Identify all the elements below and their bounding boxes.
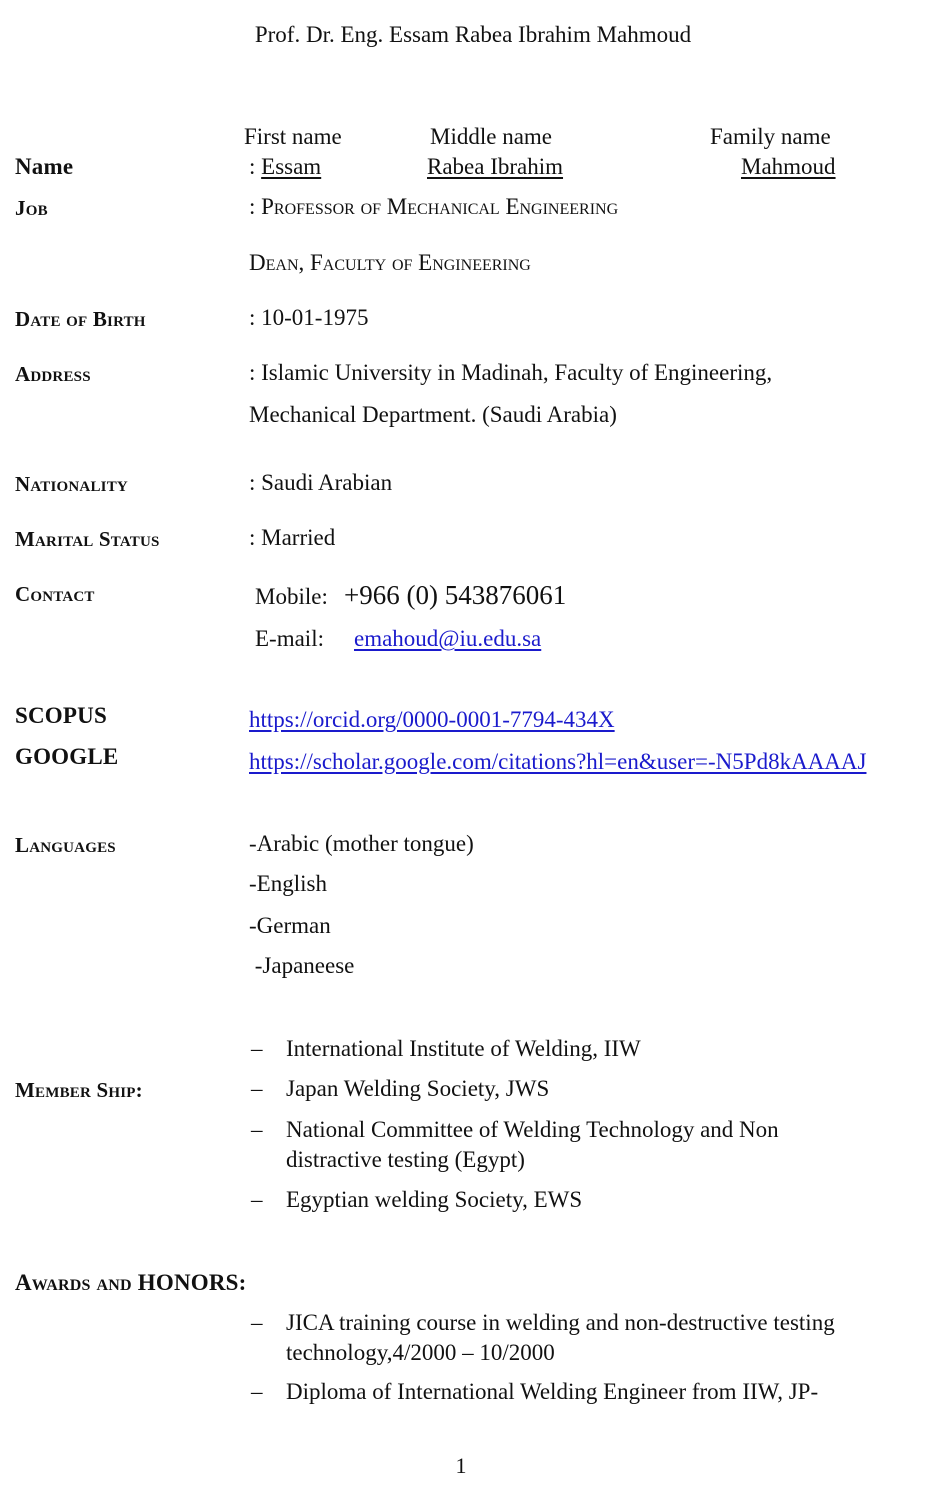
- job-label: Job: [15, 196, 48, 220]
- mobile-value: +966 (0) 543876061: [344, 580, 567, 610]
- bullet-dash: –: [251, 1187, 263, 1212]
- dob-value: : 10-01-1975: [249, 305, 369, 330]
- first-name-header: First name: [244, 124, 342, 149]
- membership-item: International Institute of Welding, IIW: [286, 1036, 641, 1061]
- marital-value: : Married: [249, 525, 336, 550]
- membership-item: National Committee of Welding Technology and Non distractive testing (Egypt): [286, 1117, 779, 1172]
- family-name-value: Mahmoud: [741, 154, 836, 179]
- google-scholar-link[interactable]: https://scholar.google.com/citations?hl=en&user=-N5Pd8kAAAAJ: [249, 749, 867, 774]
- document-title: Prof. Dr. Eng. Essam Rabea Ibrahim Mahmoud: [254, 22, 692, 47]
- name-colon: :: [249, 154, 256, 179]
- membership-item: Japan Welding Society, JWS: [286, 1076, 550, 1101]
- contact-label: Contact: [15, 582, 95, 606]
- award-item: JICA training course in welding and non-destructive testing technology,4/2000 – 10/2000: [286, 1310, 835, 1365]
- language-item: -English: [249, 871, 327, 896]
- nationality-label: Nationality: [15, 472, 128, 496]
- scopus-link[interactable]: https://orcid.org/0000-0001-7794-434X: [249, 707, 615, 732]
- middle-name-header: Middle name: [430, 124, 552, 149]
- middle-name-value: Rabea Ibrahim: [427, 154, 564, 179]
- languages-label: Languages: [15, 833, 116, 857]
- nationality-value: : Saudi Arabian: [249, 470, 393, 495]
- job-line-1: : Professor of Mechanical Engineering: [249, 194, 619, 219]
- dob-label: Date of Birth: [15, 307, 146, 331]
- language-item: -Arabic (mother tongue): [249, 831, 474, 856]
- bullet-dash: –: [251, 1117, 263, 1142]
- family-name-header: Family name: [710, 124, 831, 149]
- bullet-dash: –: [251, 1310, 263, 1335]
- job-line-2: Dean, Faculty of Engineering: [249, 250, 531, 275]
- bullet-dash: –: [251, 1076, 263, 1101]
- membership-item: Egyptian welding Society, EWS: [286, 1187, 583, 1212]
- language-item: -Japaneese: [249, 953, 355, 978]
- google-label: GOOGLE: [15, 744, 119, 769]
- first-name-value: Essam: [261, 154, 322, 179]
- page-number: 1: [455, 1453, 467, 1478]
- awards-label: [15, 1270, 247, 1296]
- address-line-2: Mechanical Department. (Saudi Arabia): [249, 402, 617, 427]
- language-item: -German: [249, 913, 331, 938]
- address-label: Address: [15, 362, 91, 386]
- marital-label: Marital Status: [15, 527, 160, 551]
- scopus-label: SCOPUS: [15, 703, 107, 728]
- address-line-1: : Islamic University in Madinah, Faculty of Engineering,: [249, 360, 773, 385]
- awards-label-text: Awards and HONORS:: [15, 1270, 247, 1295]
- bullet-dash: –: [251, 1036, 263, 1061]
- membership-label: Member Ship:: [15, 1078, 143, 1102]
- job-title: [249, 194, 618, 220]
- bullet-dash: –: [251, 1379, 263, 1404]
- first-name-row: [249, 154, 321, 180]
- mobile-label: Mobile:: [255, 584, 328, 609]
- name-label: Name: [15, 154, 74, 179]
- award-item: Diploma of International Welding Engineer from IIW, JP-: [286, 1379, 819, 1404]
- email-link[interactable]: emahoud@iu.edu.sa: [354, 626, 542, 651]
- email-label: E-mail:: [255, 626, 324, 651]
